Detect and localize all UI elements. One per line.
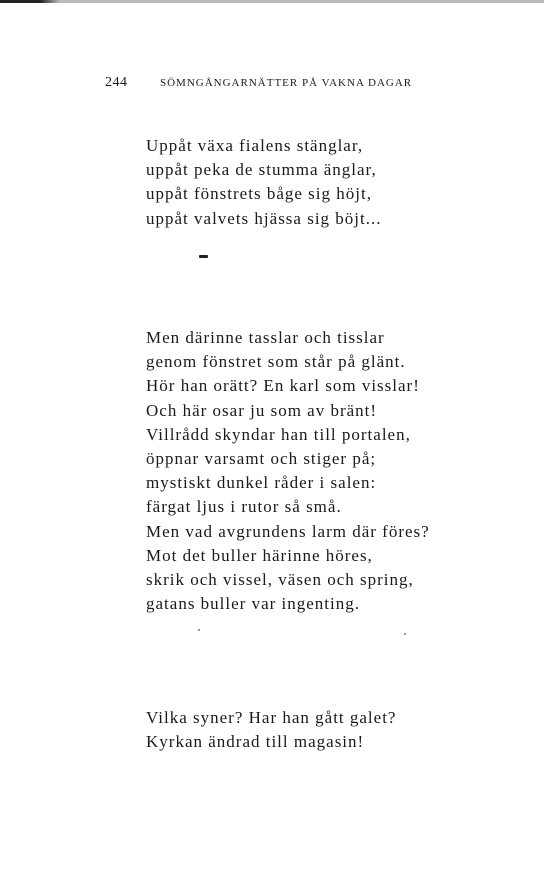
- verse-line: Uppåt växa fialens stänglar,: [146, 136, 364, 155]
- verse-line: Och här osar ju som av bränt!: [146, 400, 378, 420]
- verse-line: Men därinne tasslar och tisslar: [146, 328, 385, 347]
- verse-line: gatans buller var ingenting.: [146, 594, 361, 614]
- verse-line: Hör han orätt? En karl som visslar!: [146, 376, 420, 396]
- verse-line: Vilka syner? Har han gått galet?: [146, 708, 397, 727]
- verse-line: skrik och vissel, väsen och spring,: [146, 570, 414, 590]
- stanza-1: [146, 134, 382, 231]
- stanza-2: [146, 326, 430, 616]
- stanza-3: [146, 706, 396, 754]
- verse-line: Kyrkan ändrad till magasin!: [146, 732, 365, 752]
- verse-line: uppåt fönstrets båge sig höjt,: [146, 184, 372, 204]
- verse-line: Mot det buller härinne höres,: [146, 545, 373, 565]
- print-speck: [404, 633, 406, 635]
- section-ornament-mark: [199, 255, 208, 258]
- verse-line: uppåt valvets hjässa sig böjt...: [146, 208, 382, 228]
- verse-line: Men vad avgrundens larm där föres?: [146, 521, 430, 541]
- top-edge-rule: [0, 0, 544, 3]
- page-number: 244: [105, 75, 128, 90]
- verse-line: Villrådd skyndar han till portalen,: [146, 424, 411, 444]
- verse-line: genom fönstret som står på glänt.: [146, 352, 406, 372]
- verse-line: öppnar varsamt och stiger på;: [146, 449, 377, 469]
- verse-line: färgat ljus i rutor så små.: [146, 497, 342, 517]
- running-title: SÖMNGÅNGARNÄTTER PÅ VAKNA DAGAR: [160, 77, 413, 89]
- verse-line: uppåt peka de stumma änglar,: [146, 160, 377, 180]
- verse-line: mystiskt dunkel råder i salen:: [146, 473, 377, 493]
- print-speck: [198, 629, 200, 631]
